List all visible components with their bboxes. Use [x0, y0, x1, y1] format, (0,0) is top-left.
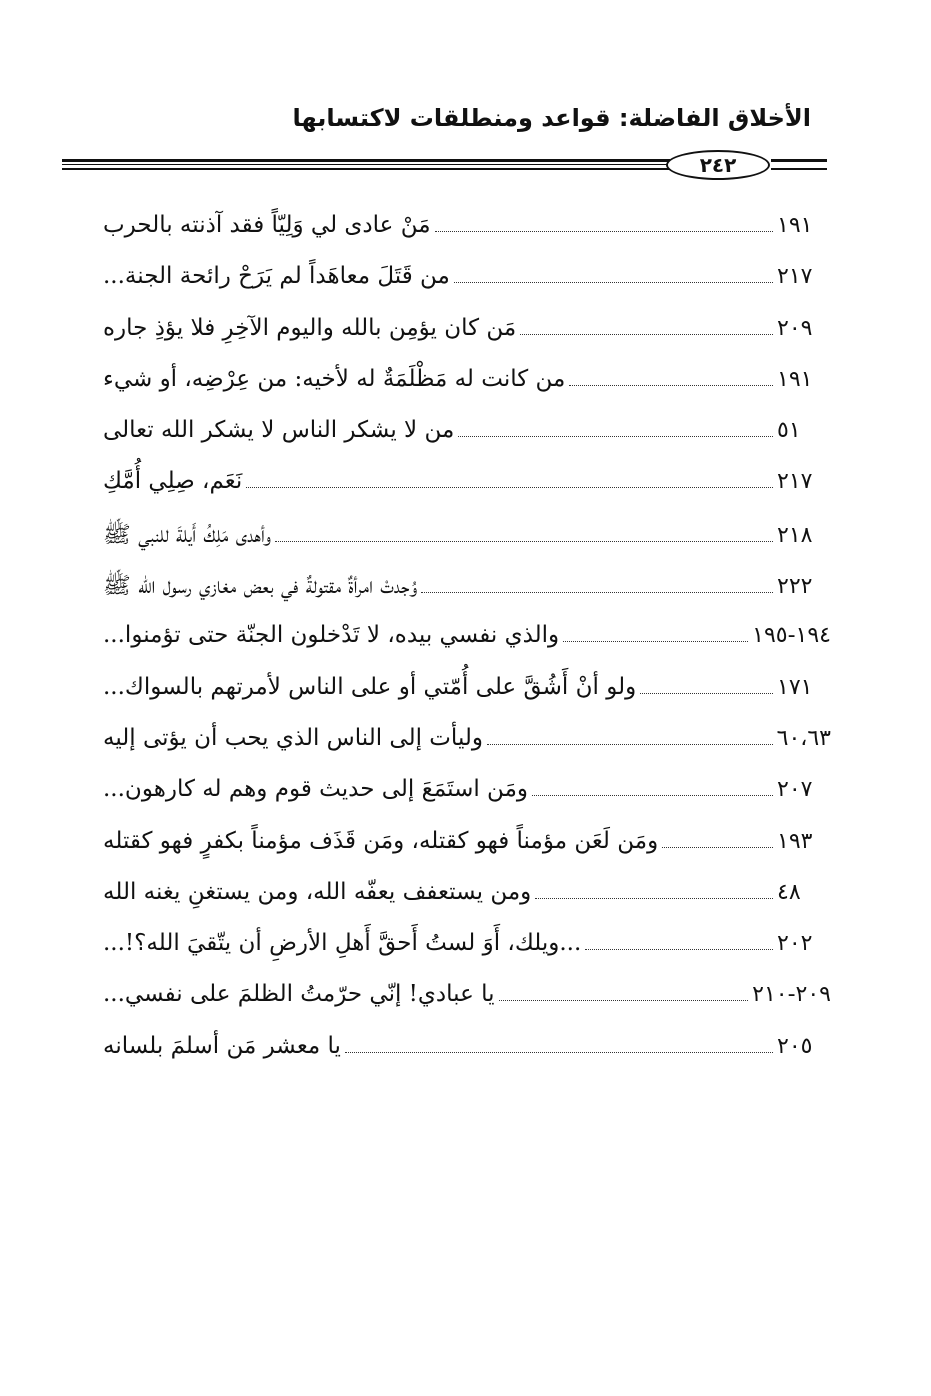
entry-text: مَن كان يؤمِن بالله واليوم الآخِرِ فلا يؤذِ جاره	[103, 314, 517, 341]
index-entry	[95, 776, 831, 827]
entry-text: من لا يشكر الناس لا يشكر الله تعالى	[103, 417, 455, 444]
entry-pages: ٢٢٢	[777, 574, 813, 600]
dot-leader	[275, 541, 773, 542]
header-rule-left	[62, 159, 670, 170]
entry-pages: ٢١٨	[777, 522, 813, 548]
entry-text: نَعَم، صِلِي أُمَّكِ	[103, 468, 243, 495]
dot-leader	[563, 641, 748, 642]
entry-pages: ١٩٣	[777, 828, 813, 854]
entry-pages: ١٩٤-١٩٥	[752, 623, 831, 649]
entry-text: ومَن لَعَن مؤمناً فهو كقتله، ومَن قَذَف مؤمناً بكفرٍ فهو كقتله	[103, 827, 659, 854]
entry-text: ومَن استَمَعَ إلى حديث قوم وهم له كارهون...	[103, 776, 528, 803]
entry-pages: ٢٠٧	[777, 777, 813, 803]
dot-leader	[662, 847, 773, 848]
entry-pages: ٢٠٥	[777, 1033, 813, 1059]
entry-pages: ٥١	[777, 418, 801, 444]
entry-text: ومن يستعفف يعفّه الله، ومن يستغنِ يغنه الله	[103, 878, 532, 905]
entry-text: والذي نفسي بيده، لا تَدْخلون الجنّة حتى تؤمنوا...	[103, 622, 560, 649]
entry-pages: ٢٠٩	[777, 315, 813, 341]
index-entry	[95, 417, 831, 468]
index-entry	[95, 930, 831, 981]
dot-leader	[487, 744, 773, 745]
index-entry	[95, 571, 831, 622]
index-entry	[95, 366, 831, 417]
entry-text: من قَتَلَ معاهَداً لم يَرَحْ رائحة الجنة...	[103, 263, 450, 290]
entry-pages: ١٧١	[777, 674, 813, 700]
entry-text: وليأت إلى الناس الذي يحب أن يؤتى إليه	[103, 724, 483, 751]
dot-leader	[569, 385, 773, 386]
index-entry	[95, 263, 831, 314]
entry-text: وأهدى مَلِكُ أَيلةَ للنبي ﷺ	[103, 521, 272, 548]
entry-text: يا معشر مَن أسلمَ بلسانه	[103, 1032, 341, 1059]
entry-pages: ٢١٧	[777, 264, 813, 290]
entry-pages: ١٩١	[777, 213, 813, 238]
entry-pages: ١٩١	[777, 366, 813, 392]
entry-text: من كانت له مَظْلَمَةٌ له لأخيه: من عِرْضِه، أو شيء	[103, 365, 566, 392]
page-number: ٢٤٢	[666, 150, 770, 180]
dot-leader	[435, 231, 773, 232]
dot-leader	[421, 592, 773, 593]
index-entry	[95, 315, 831, 366]
dot-leader	[535, 898, 773, 899]
dot-leader	[532, 795, 773, 796]
entry-text: ...ويلك، أَوَ لستُ أَحقَّ أَهلِ الأرضِ أن يتّقيَ الله؟!...	[103, 930, 582, 957]
index-entry	[95, 674, 831, 725]
dot-leader	[520, 334, 773, 335]
index-entry	[95, 1033, 831, 1084]
index-entry	[95, 828, 831, 879]
dot-leader	[585, 949, 773, 950]
dot-leader	[454, 282, 773, 283]
entry-text: ولو أنْ أَشُقَّ على أُمّتي أو على الناس لأمرتهم بالسواك...	[103, 673, 637, 700]
header-rule-right	[771, 159, 827, 170]
entry-text: يا عبادي! إنّي حرّمتُ الظلمَ على نفسي...	[103, 981, 495, 1008]
entry-text: وُجدتْ امرأةٌ مقتولةٌ في بعض مغازي رسول الله ﷺ	[103, 573, 418, 600]
entry-pages: ٦٠،٦٣	[776, 725, 831, 751]
running-title: الأخلاق الفاضلة: قواعد ومنطلقات لاكتسابها	[292, 104, 811, 132]
dot-leader	[345, 1052, 773, 1053]
index-entry	[95, 879, 831, 930]
entry-text: مَنْ عادى لي وَلِيّاً فقد آذنته بالحرب	[103, 212, 431, 238]
entry-pages: ٢٠٢	[777, 931, 813, 957]
hadith-index-list	[95, 212, 831, 1084]
dot-leader	[499, 1000, 749, 1001]
index-entry	[95, 468, 831, 519]
dot-leader	[458, 436, 773, 437]
index-entry	[95, 212, 831, 263]
dot-leader	[246, 487, 773, 488]
dot-leader	[640, 693, 773, 694]
entry-pages: ٢١٧	[777, 469, 813, 495]
index-entry	[95, 520, 831, 571]
index-entry	[95, 981, 831, 1032]
index-entry	[95, 622, 831, 673]
index-entry	[95, 725, 831, 776]
header-rule	[62, 150, 827, 180]
entry-pages: ٤٨	[777, 879, 801, 905]
entry-pages: ٢٠٩-٢١٠	[752, 982, 831, 1008]
